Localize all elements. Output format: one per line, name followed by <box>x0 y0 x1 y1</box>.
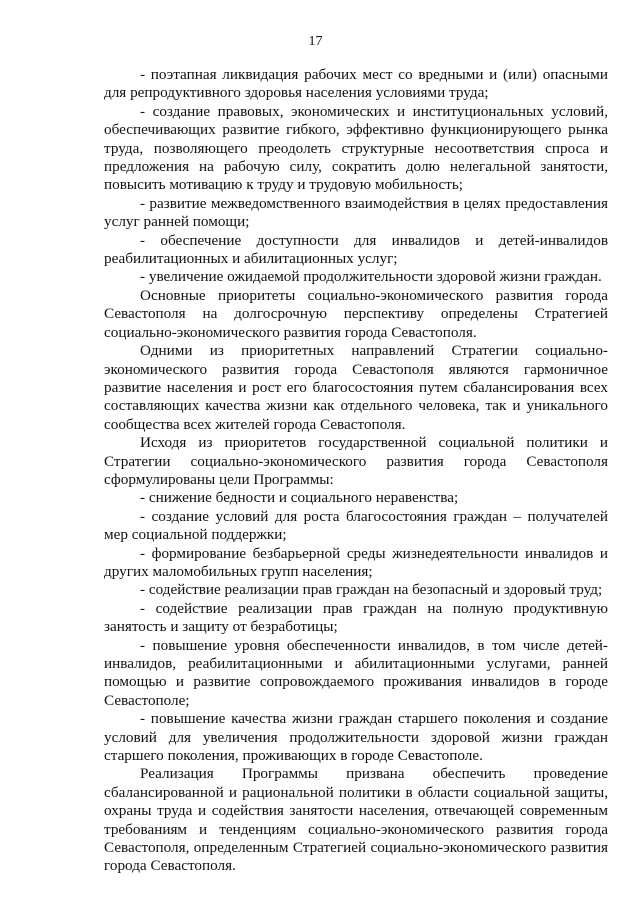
paragraph: - содействие реализации прав граждан на полную продуктивную занятость и защиту от безработицы; <box>104 599 608 636</box>
paragraph: Одними из приоритетных направлений Стратегии социально-экономического развития города Севастополя являются гармоничное развитие населения и рост его благосостояния путем сбалансирования всех составляющих качества жизни как отдельного человека, так и уникального сообщества всех жителей города Севастополя. <box>104 342 608 433</box>
paragraph: - поэтапная ликвидация рабочих мест со вредными и (или) опасными для репродуктивного здоровья населения условиями труда; <box>104 66 608 102</box>
paragraph: - снижение бедности и социального неравенства; <box>140 489 459 507</box>
paragraph: - создание условий для роста благосостояния граждан – получателей мер социальной поддержки; <box>104 507 608 544</box>
paragraph: - создание правовых, экономических и институциональных условий, обеспечивающих развитие гибкого, эффективно функционирующего рынка труда, позволяющего преодолеть структурные несоответствия спроса и предложения на рабочую силу, сократить долю нелегальной занятости, повысить мотивацию к труду и трудовую мобильность; <box>104 102 608 194</box>
paragraph: - развитие межведомственного взаимодействия в целях предоставления услуг ранней помощи; <box>104 194 608 231</box>
paragraph: Исходя из приоритетов государственной социальной политики и Стратегии социально-экономического развития города Севастополя сформулированы цели Программы: <box>104 434 608 488</box>
paragraph: - формирование безбарьерной среды жизнедеятельности инвалидов и других маломобильных групп населения; <box>104 544 608 580</box>
paragraph: - обеспечение доступности для инвалидов и детей-инвалидов реабилитационных и абилитационных услуг; <box>104 231 608 268</box>
paragraph: - повышение уровня обеспеченности инвалидов, в том числе детей-инвалидов, реабилитационными и абилитационными услугами, ранней помощью и развитие сопровождаемого проживания инвалидов в городе Севастополе; <box>104 636 608 709</box>
page-number: 17 <box>308 34 323 49</box>
paragraph: Основные приоритеты социально-экономического развития города Севастополя на долгосрочную перспективу определены Стратегией социально-экономического развития города Севастополя. <box>104 286 608 341</box>
paragraph: - повышение качества жизни граждан старшего поколения и создание условий для увеличения продолжительности здоровой жизни граждан старшего поколения, проживающих в городе Севастополе. <box>104 710 608 765</box>
paragraph: Реализация Программы призвана обеспечить проведение сбалансированной и рациональной политики в области социальной защиты, охраны труда и содействия занятости населения, отвечающей современным требованиям и тенденциям социально-экономического развития города Севастополя, определенным Стратегией социально-экономического развития города Севастополя. <box>104 765 608 875</box>
paragraph: - содействие реализации прав граждан на безопасный и здоровый труд; <box>140 581 603 599</box>
document-body <box>104 66 608 876</box>
paragraph: - увеличение ожидаемой продолжительности здоровой жизни граждан. <box>140 268 602 286</box>
